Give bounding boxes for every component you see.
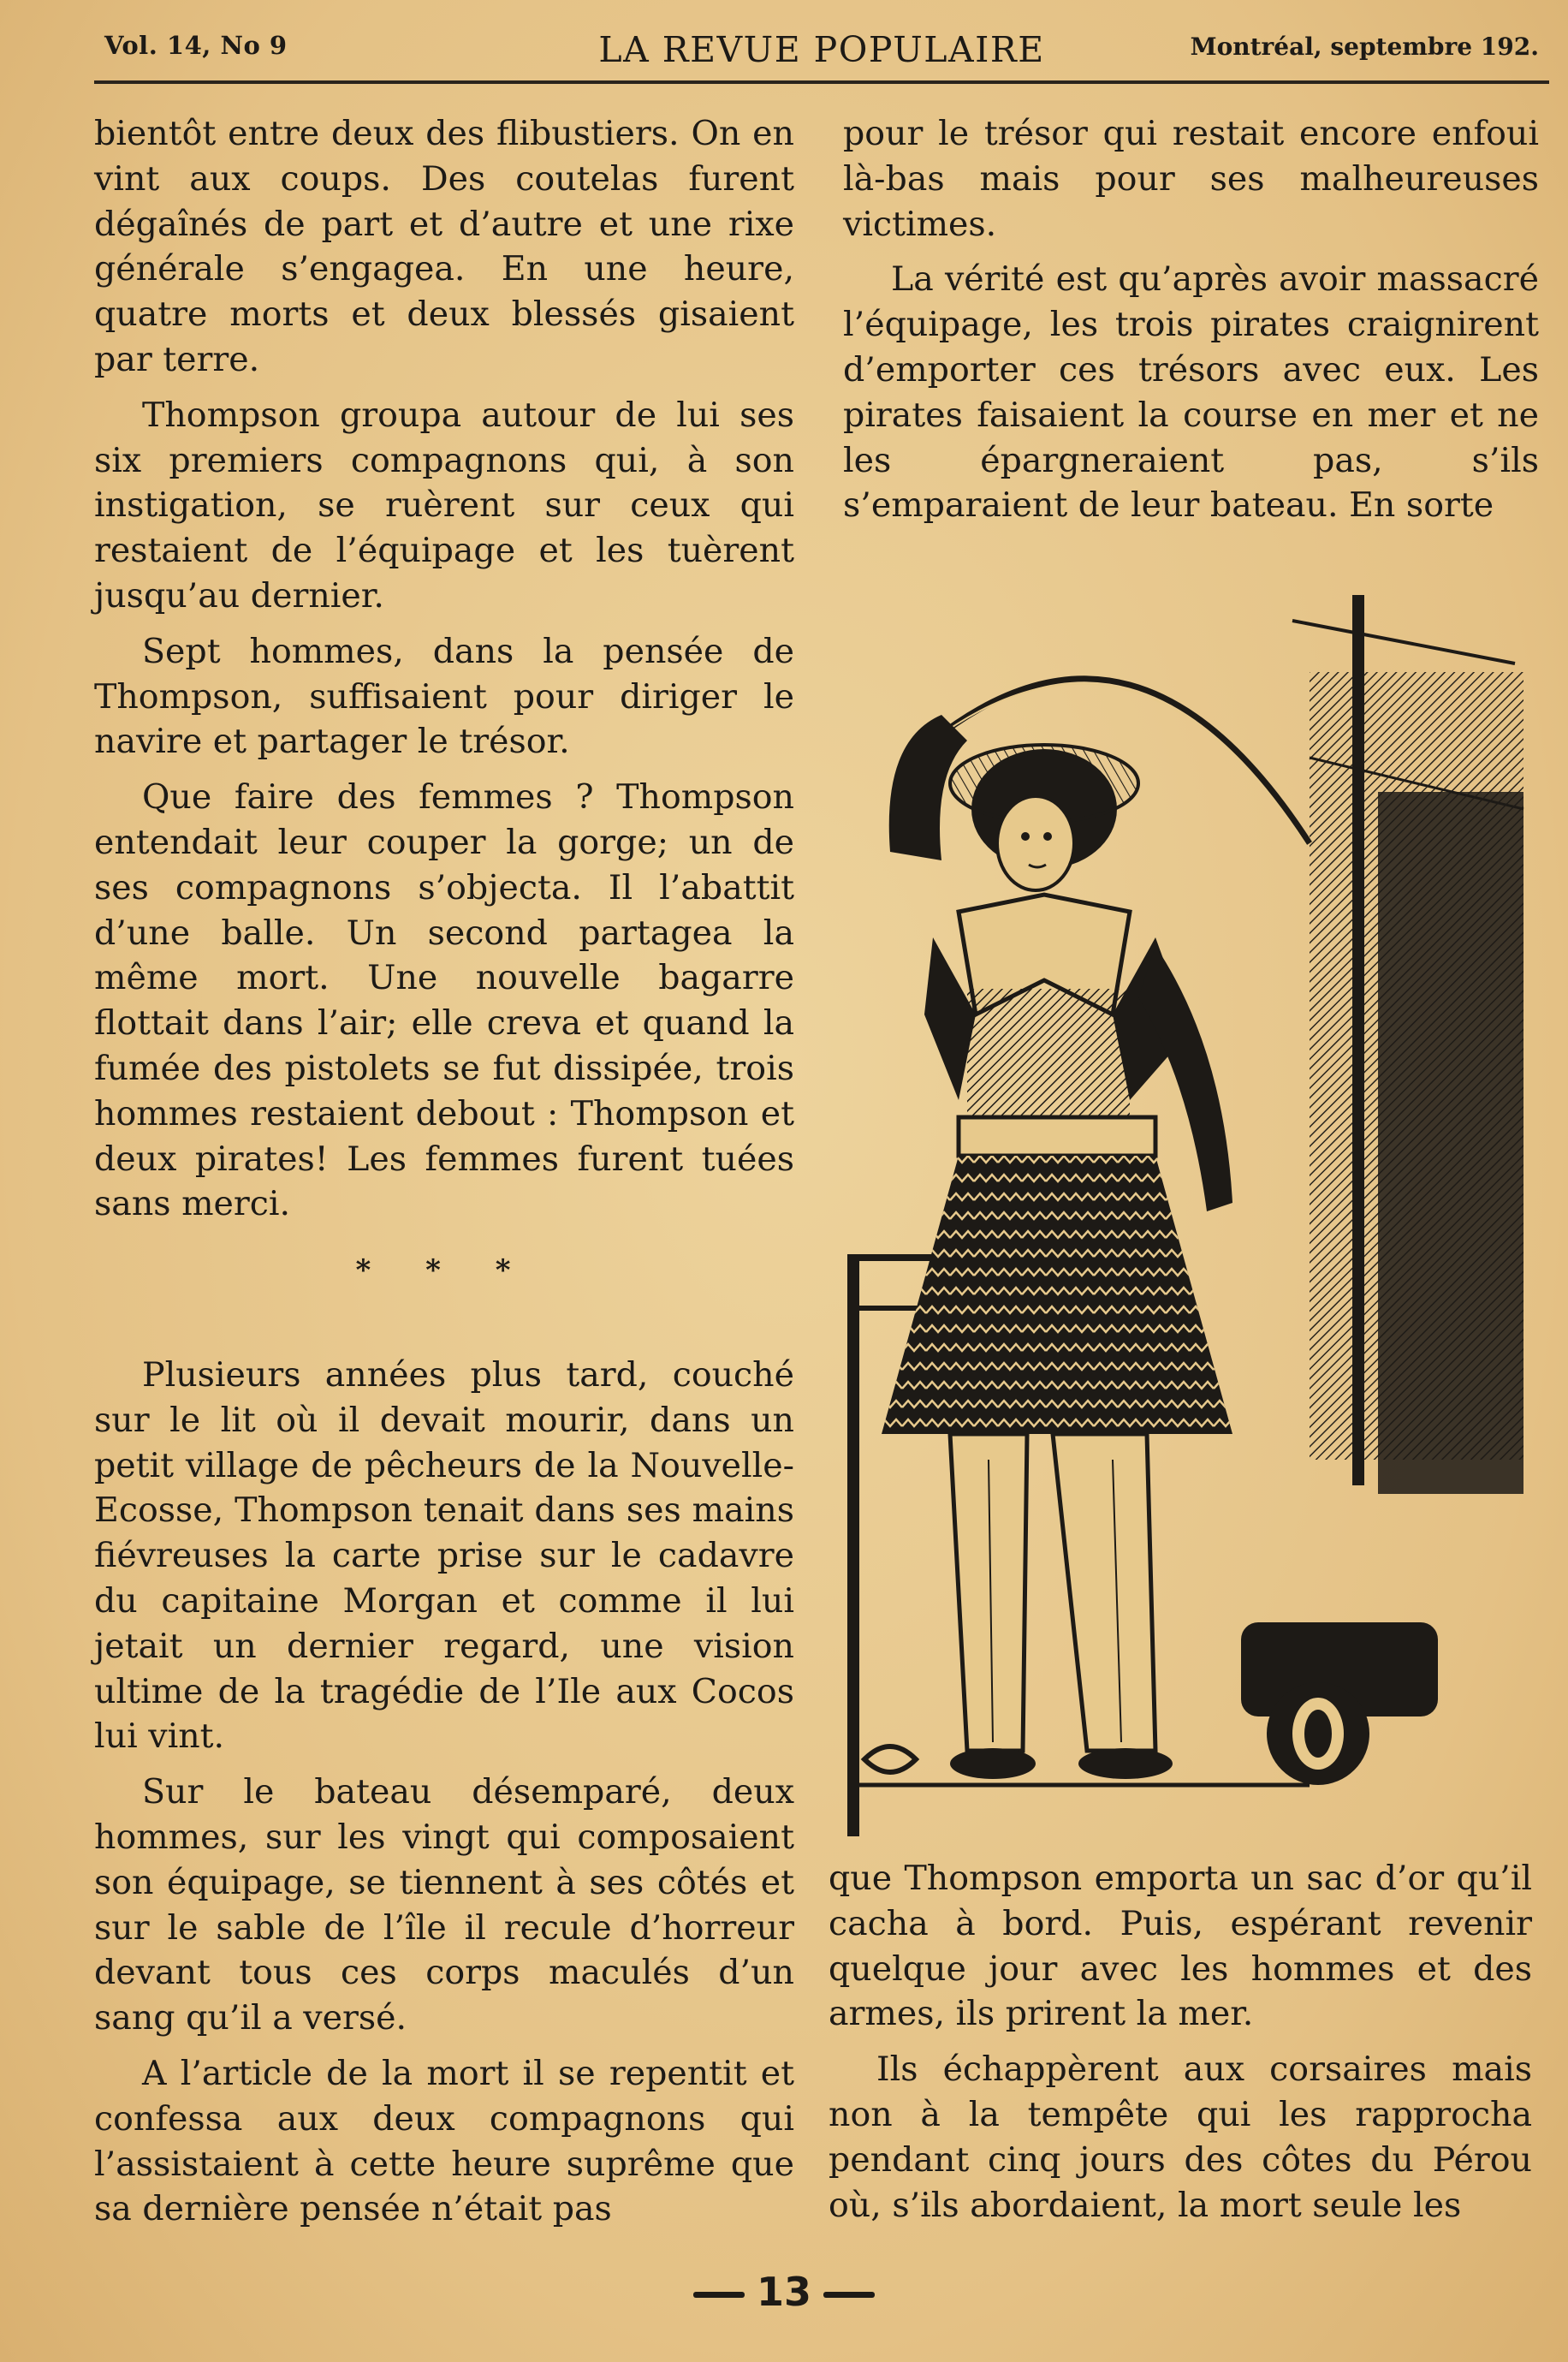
dash-right bbox=[823, 2292, 875, 2298]
paragraph: que Thompson emporta un sac d’or qu’il cacha à bord. Puis, espérant revenir quelque jour avec les hommes et des armes, ils prirent la mer. bbox=[829, 1859, 1532, 2034]
paragraph: bientôt entre deux des flibustiers. On en vint aux coups. Des coutelas furent dégaînés de part et d’autre et une rixe générale s’engagea. En une heure, quatre morts et deux blessés gisaient par terre. bbox=[94, 114, 794, 379]
dash-left bbox=[693, 2292, 745, 2298]
page-header bbox=[94, 22, 1549, 75]
right-column-bottom bbox=[829, 1856, 1532, 2238]
right-column-top bbox=[843, 111, 1539, 538]
paragraph: La vérité est qu’après avoir massacré l’équipage, les trois pirates craignirent d’emporter ces trésors avec eux. Les pirates faisaient la course en mer et ne les épargneraient pas, s’ils s’emparaient de leur bateau. En sorte bbox=[843, 259, 1539, 526]
paragraph: pour le trésor qui restait encore enfoui là-bas mais pour ses malheureuses victimes. bbox=[843, 114, 1539, 244]
header-rule bbox=[94, 80, 1549, 84]
woodcut-illustration-icon bbox=[830, 569, 1532, 1836]
volume-number: Vol. 14, No 9 bbox=[104, 31, 288, 60]
page-number-value: 13 bbox=[756, 2269, 811, 2315]
issue-date: Montréal, septembre 192. bbox=[1190, 33, 1539, 61]
paragraph: Que faire des femmes ? Thompson entendait leur couper la gorge; un de ses compagnons s’objecta. Il l’abattit d’une balle. Un second partagea la même mort. Une nouvelle bagarre flottait dans l’air; elle creva et quand la fumée des pistolets se fut dissipée, trois hommes restaient debout : Thompson et deux pirates! Les femmes furent tuées sans merci. bbox=[94, 777, 794, 1224]
magazine-title: LA REVUE POPULAIRE bbox=[598, 29, 1045, 70]
paragraph: Plusieurs années plus tard, couché sur le lit où il devait mourir, dans un petit village de pêcheurs de la Nouvelle-Ecosse, Thompson tenait dans ses mains fiévreuses la carte prise sur le cadavre du capitaine Morgan et comme il lui jetait un dernier regard, une vision ultime de la tragédie de l’Ile aux Cocos lui vint. bbox=[94, 1355, 794, 1757]
page-number bbox=[0, 2269, 1568, 2315]
section-separator: * * * bbox=[355, 1253, 533, 1288]
paragraph: Thompson groupa autour de lui ses six premiers compagnons qui, à son instigation, se ruèrent sur ceux qui restaient de l’équipage et les tuèrent jusqu’au dernier. bbox=[94, 395, 794, 616]
paragraph: Sept hommes, dans la pensée de Thompson, suffisaient pour diriger le navire et partager le trésor. bbox=[94, 631, 794, 762]
paragraph: Sur le bateau désemparé, deux hommes, sur les vingt qui composaient son équipage, se tiennent à ses côtés et sur le sable de l’île il recule d’horreur devant tous ces corps maculés d’un sang qu’il a versé. bbox=[94, 1772, 794, 2038]
left-column bbox=[94, 111, 794, 1237]
pirate-illustration bbox=[830, 569, 1532, 1836]
left-column-continued bbox=[94, 1353, 794, 2242]
paragraph: Ils échappèrent aux corsaires mais non à la tempête qui les rapprocha pendant cinq jours des côtes du Pérou où, s’ils abordaient, la mort seule les bbox=[829, 2050, 1532, 2225]
paragraph: A l’article de la mort il se repentit et confessa aux deux compagnons qui l’assistaient à cette heure suprême que sa dernière pensée n’était pas bbox=[94, 2053, 794, 2229]
